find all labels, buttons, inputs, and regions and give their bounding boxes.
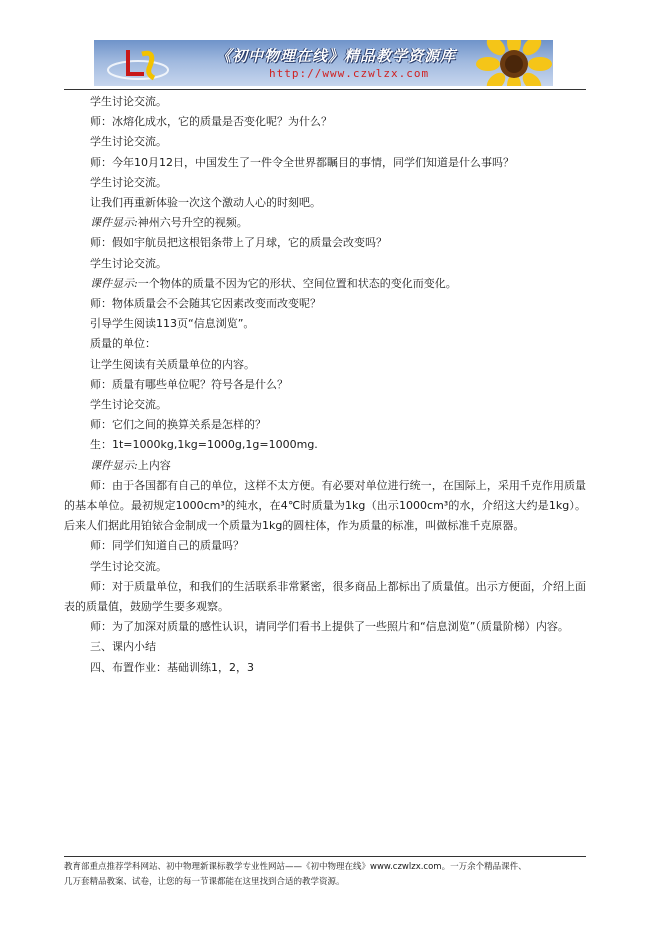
paragraph [64,132,586,152]
paragraph [64,254,586,274]
paragraph-text: 学生讨论交流。 [90,135,167,149]
paragraph [64,577,586,617]
header-banner [94,40,553,86]
paragraph [64,355,586,375]
paragraph-text: 师：冰熔化成水，它的质量是否变化呢？为什么？ [90,115,332,129]
paragraph [64,153,586,173]
paragraph-text: 师：为了加深对质量的感性认识，请同学们看书上提供了一些照片和“信息浏览”（质量阶梯）内容。 [90,620,569,634]
paragraph-text: 生：1t=1000kg,1kg=1000g,1g=1000mg. [90,438,318,452]
paragraph [64,456,586,476]
paragraph [64,274,586,294]
paragraph [64,435,586,455]
paragraph-text: 师：假如宇航员把这根铝条带上了月球，它的质量会改变吗？ [90,236,387,250]
paragraph-text: 让我们再重新体验一次这个激动人心的时刻吧。 [90,196,321,210]
paragraph-text: 引导学生阅读113页“信息浏览”。 [90,317,255,331]
paragraph-text: 一个物体的质量不因为它的形状、空间位置和状态的变化而变化。 [137,276,457,290]
paragraph-text: 师：物体质量会不会随其它因素改变而改变呢？ [90,297,321,311]
paragraph-text: 师：同学们知道自己的质量吗？ [90,539,244,553]
paragraph [64,294,586,314]
paragraph-text: 让学生阅读有关质量单位的内容。 [90,357,255,371]
document-body [64,92,586,678]
paragraph [64,617,586,637]
site-logo-icon [104,44,174,84]
paragraph [64,233,586,253]
paragraph [64,375,586,395]
sunflower-icon [474,40,553,86]
paragraph [64,334,586,354]
paragraph [64,173,586,193]
paragraph-text: 三、课内小结 [90,640,156,654]
slide-cue-label: 课件显示: [90,458,138,472]
paragraph [64,557,586,577]
header-rule [64,89,586,90]
paragraph-text: 质量的单位： [90,337,156,351]
paragraph-text: 神州六号升空的视频。 [137,216,248,230]
banner-url: http://www.czwlzx.com [269,67,430,80]
paragraph-text: 上内容 [137,458,171,472]
paragraph [64,92,586,112]
banner-title: 《初中物理在线》精品教学资源库 [216,47,457,65]
slide-cue-label: 课件显示: [90,216,138,230]
paragraph-text: 学生讨论交流。 [90,559,167,573]
paragraph [64,536,586,556]
paragraph [64,476,586,537]
paragraph [64,395,586,415]
paragraph-text: 师：它们之间的换算关系是怎样的？ [90,418,266,432]
paragraph [64,415,586,435]
paragraph [64,112,586,132]
paragraph-text: 四、布置作业：基础训练1，2，3 [90,660,254,674]
paragraph-text: 师：对于质量单位，和我们的生活联系非常紧密，很多商品上都标出了质量值。出示方便面，介绍上面表的质量值，鼓励学生要多观察。 [64,579,586,614]
paragraph-text: 学生讨论交流。 [90,95,167,108]
paragraph-text: 师：质量有哪些单位呢？符号各是什么？ [90,377,288,391]
paragraph [64,213,586,233]
paragraph-text: 师：由于各国都有自己的单位，这样不太方便。有必要对单位进行统一，在国际上，采用千克作用质量的基本单位。最初规定1000cm³的纯水，在4℃时质量为1kg（出示1000cm³的水，介绍这大约是1kg）。后来人们据此用铂铱合金制成一个质量为1kg的圆柱体，作为质量的标准，叫做标准千克原器。 [64,478,586,533]
paragraph-text: 学生讨论交流。 [90,256,167,270]
page-footer [64,860,586,890]
paragraph [64,314,586,334]
footer-line: 几万套精品教案、试卷，让您的每一节课都能在这里找到合适的教学资源。 [64,877,345,887]
paragraph-text: 学生讨论交流。 [90,175,167,189]
paragraph-text: 学生讨论交流。 [90,398,167,412]
paragraph [64,193,586,213]
paragraph-text: 师：今年10月12日，中国发生了一件令全世界都瞩目的事情，同学们知道是什么事吗？ [90,155,514,169]
slide-cue-label: 课件显示: [90,276,138,290]
paragraph [64,637,586,657]
footer-line: 教育部重点推荐学科网站、初中物理新课标教学专业性网站——《初中物理在线》www.czwlzx.com。一万余个精品课件、 [64,862,527,872]
paragraph [64,658,586,678]
footer-rule [64,856,586,857]
